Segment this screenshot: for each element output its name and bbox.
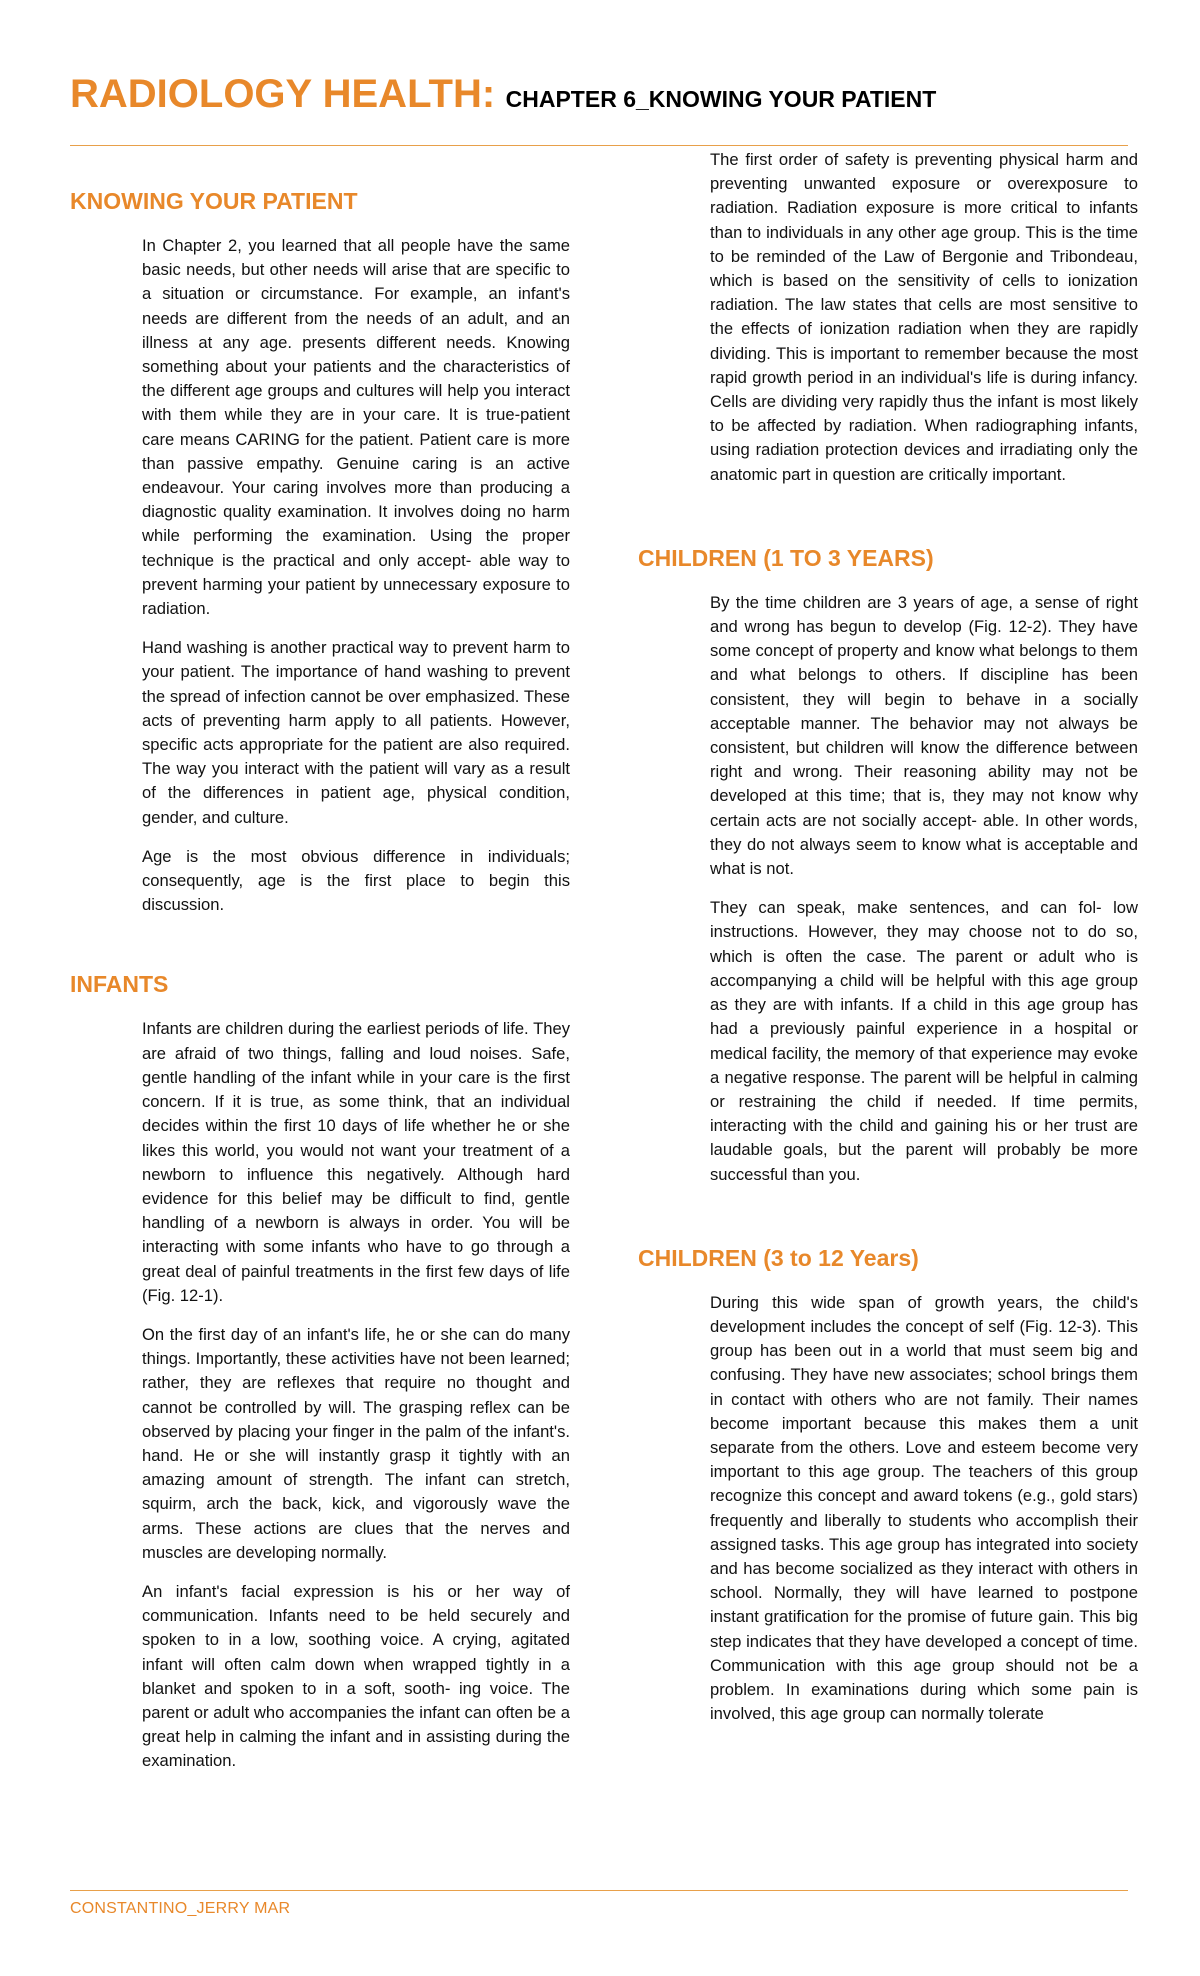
paragraph: Age is the most obvious difference in individuals; consequently, age is the first place to begin this discussion. bbox=[142, 846, 570, 915]
section-heading: CHILDREN (3 to 12 Years) bbox=[638, 1244, 919, 1271]
header-title-main: RADIOLOGY HEALTH: bbox=[70, 72, 496, 116]
header-title-sub: CHAPTER 6_KNOWING YOUR PATIENT bbox=[505, 86, 937, 112]
paragraph: During this wide span of growth years, the child's development includes the concept of self (Fig. 12-3). This group has been out in a world that must seem big and confusing. They have new associates; school brings them in contact with others who are not family. Their names become important because this makes them a unit separate from the others. Love and esteem become very important to this age group. The teachers of this group recognize this concept and award tokens (e.g., gold stars) frequently and liberally to students who accomplish their assigned tasks. This age group has integrated into society and has become socialized as they interact with others in school. Normally, they will have learned to postpone instant gratification for the promise of future gain. This big step indicates that they have developed a concept of time. Communication with this age group should not be a problem. In examinations during which some pain is involved, this age group can normally tolerate bbox=[710, 1292, 1138, 1724]
paragraph: An infant's facial expression is his or her way of communication. Infants need to be held securely and spoken to in a low, soothing voice. A crying, agitated infant will often calm down when wrapped tightly in a blanket and spoken to in a soft, sooth- ing voice. The parent or adult who accompanies the infant can often be a great help in calming the infant and in assisting during the examination. bbox=[142, 1581, 570, 1771]
paragraph: Hand washing is another practical way to prevent harm to your patient. The importance of hand washing to prevent the spread of infection cannot be over emphasized. These acts of preventing harm apply to all patients. However, specific acts appropriate for the patient are also required. The way you interact with the patient will vary as a result of the differences in patient age, physical condition, gender, and culture. bbox=[142, 638, 570, 827]
section-children-3-to-12 bbox=[638, 1245, 1138, 1727]
section-body bbox=[710, 1291, 1138, 1727]
footer-author: CONSTANTINO_JERRY MAR bbox=[70, 1900, 291, 1917]
paragraph: The first order of safety is preventing physical harm and preventing unwanted exposure or overexposure to radiation. Radiation exposure is more critical to infants than to individuals in any other age group. This is the time to be reminded of the Law of Bergonie and Tribondeau, which is based on the sensitivity of cells to ionization radiation. The law states that cells are most sensitive to the effects of ionization radiation when they are rapidly dividing. This is important to remember because the most rapid growth period in an individual's life is during infancy. Cells are dividing very rapidly thus the infant is most likely to be affected by radiation. When radiographing infants, using radiation protection devices and irradiating only the anatomic part in question are critically important. bbox=[710, 150, 1138, 484]
left-column bbox=[70, 188, 570, 1789]
section-body bbox=[710, 591, 1138, 1187]
paragraph: In Chapter 2, you learned that all people have the same basic needs, but other needs will arise that are specific to a situation or circumstance. For example, an infant's needs are different from the needs of an adult, and an illness at any age. presents different needs. Knowing something about your patients and the characteristics of the different age groups and cultures will help you interact with them while they are in your care. It is true-patient care means CARING for the patient. Patient care is more than passive empathy. Genuine caring is an active endeavour. Your caring involves more than producing a diagnostic quality examination. It involves doing no harm while performing the examination. Using the proper technique is the practical and only accept- able way to prevent harming your patient by unnecessary exposure to radiation. bbox=[142, 236, 570, 619]
right-column bbox=[638, 148, 1138, 1741]
section-children-1-to-3 bbox=[638, 545, 1138, 1187]
section-heading: KNOWING YOUR PATIENT bbox=[70, 188, 358, 214]
section-heading: INFANTS bbox=[70, 971, 169, 998]
section-body bbox=[710, 148, 1138, 487]
paragraph: By the time children are 3 years of age, a sense of right and wrong has begun to develop (Fig. 12-2). They have some concept of property and know what belongs to them and what belongs to others. If discipline has been consistent, they will begin to behave in a socially acceptable manner. The behavior may not always be consistent, but children will know the difference between right and wrong. Their reasoning ability may not be developed at this time; that is, they may not know why certain acts are not socially accept- able. In other words, they do not always seem to know what is acceptable and what is not. bbox=[710, 592, 1138, 879]
section-heading: CHILDREN (1 TO 3 YEARS) bbox=[638, 544, 934, 571]
paragraph: On the first day of an infant's life, he or she can do many things. Importantly, these activities have not been learned; rather, they are reflexes that require no thought and cannot be controlled by will. The grasping reflex can be observed by placing your finger in the palm of the infant's. hand. He or she will instantly grasp it tightly with an amazing amount of strength. The infant can stretch, squirm, arch the back, kick, and vigorously wave the arms. These actions are clues that the nerves and muscles are developing normally. bbox=[142, 1324, 570, 1562]
section-infants bbox=[70, 971, 570, 1773]
header-divider bbox=[70, 145, 1128, 146]
page-header bbox=[70, 72, 936, 117]
section-body bbox=[142, 1017, 570, 1773]
paragraph: They can speak, make sentences, and can fol- low instructions. However, they may choose not to do so, which is often the case. The parent or adult who is accompanying a child will be helpful with this age group as they are with infants. If a child in this age group has had a previously painful experience in a hospital or medical facility, the memory of that experience may evoke a negative response. The parent will be helpful in calming or restraining the child if needed. If time permits, interacting with the child and gaining his or her trust are laudable goals, but the parent will probably be more successful than you. bbox=[710, 898, 1138, 1184]
paragraph: Infants are children during the earliest periods of life. They are afraid of two things, falling and loud noises. Safe, gentle handling of the infant while in your care is the first concern. If it is true, as some think, that an individual decides within the first 10 days of life whether he or she likes this world, you would not want your treatment of a newborn to influence this negatively. Although hard evidence for this belief may be difficult to find, gentle handling of a newborn is always in order. You will be interacting with some infants who have to go through a great deal of painful treatments in the first few days of life (Fig. 12-1). bbox=[142, 1019, 570, 1305]
section-infant-safety bbox=[638, 148, 1138, 487]
section-knowing-your-patient bbox=[70, 188, 570, 917]
section-body bbox=[142, 234, 570, 917]
footer-divider bbox=[70, 1890, 1128, 1891]
